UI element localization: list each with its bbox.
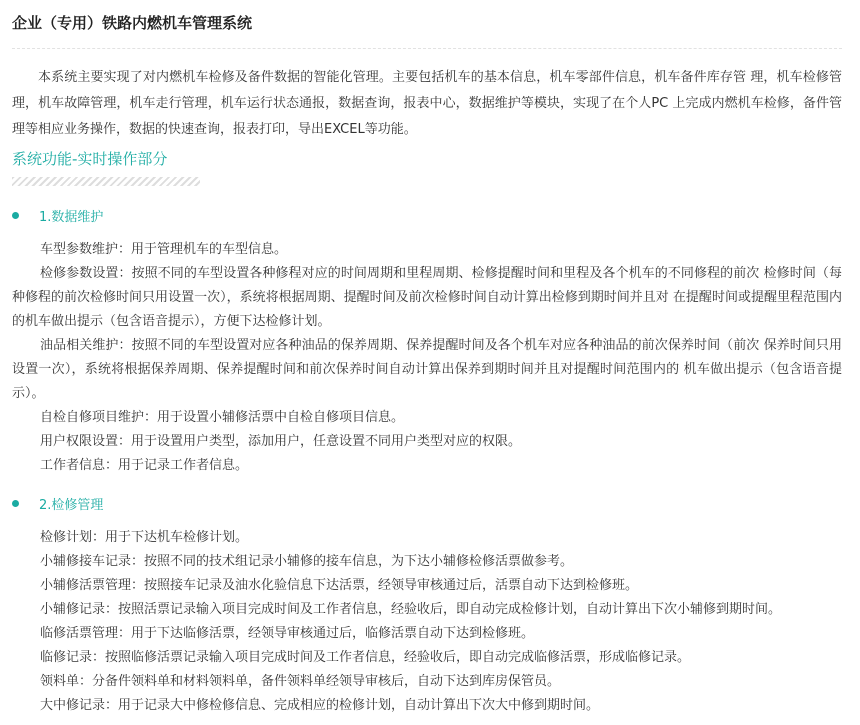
subsection-items xyxy=(12,238,842,478)
subsection-heading-label: 2.检修管理 xyxy=(39,497,104,513)
list-item: 车型参数维护：用于管理机车的车型信息。 xyxy=(40,242,288,257)
list-item: 检修参数设置：按照不同的车型设置各种修程对应的时间周期和里程周期、检修提醒时间和里程及各个机车的不同修程的前次 检修时间（每种修程的前次检修时间只用设置一次），系统将根据周期、提醒时间及前次检修时间自动计算出检修到期时间并且对 在提醒时间或提醒里程范围内的机车做出提示（包含语音提示），方便下达检修计划。 xyxy=(12,266,842,329)
bullet-dot-icon xyxy=(12,500,19,507)
subsection-heading xyxy=(12,204,842,226)
intro-paragraph: 本系统主要实现了对内燃机车检修及备件数据的智能化管理。主要包括机车的基本信息，机车零部件信息，机车备件库存管 理，机车检修管理，机车故障管理，机车走行管理，机车运行状态通报，数据查询，报表中心，数据维护等模块，实现了在个人PC 上完成内燃机车检修，备件管理等相应业务操作，数据的快速查询，报表打印，导出EXCEL等功能。 xyxy=(12,70,842,137)
document-page xyxy=(12,0,842,718)
subsection-items xyxy=(12,526,842,718)
list-item: 检修计划：用于下达机车检修计划。 xyxy=(40,530,249,545)
list-item: 临修活票管理：用于下达临修活票，经领导审核通过后，临修活票自动下达到检修班。 xyxy=(40,626,535,641)
list-item: 大中修记录：用于记录大中修检修信息、完成相应的检修计划，自动计算出下次大中修到期时间。 xyxy=(40,698,600,713)
list-item: 工作者信息：用于记录工作者信息。 xyxy=(40,458,249,473)
subsection-data-maintenance xyxy=(12,204,842,478)
subsection-maintenance-management xyxy=(12,492,842,718)
section-underline-stripe xyxy=(12,177,200,186)
list-item: 用户权限设置：用于设置用户类型，添加用户，任意设置不同用户类型对应的权限。 xyxy=(40,434,522,449)
subsection-heading xyxy=(12,492,842,514)
section-heading: 系统功能-实时操作部分 xyxy=(12,150,168,168)
bullet-dot-icon xyxy=(12,212,19,219)
list-item: 小辅修记录：按照活票记录输入项目完成时间及工作者信息，经验收后，即自动完成检修计划，自动计算出下次小辅修到期时间。 xyxy=(40,602,782,617)
list-item: 油品相关维护：按照不同的车型设置对应各种油品的保养周期、保养提醒时间及各个机车对应各种油品的前次保养时间（前次 保养时间只用设置一次），系统将根据保养周期、保养提醒时间和前次保养时间自动计算出保养到期时间并且对提醒时间范围内的 机车做出提示（包含语音提示）。 xyxy=(12,338,842,401)
title-divider xyxy=(12,48,842,49)
list-item: 小辅修接车记录：按照不同的技术组记录小辅修的接车信息，为下达小辅修检修活票做参考。 xyxy=(40,554,574,569)
subsection-heading-label: 1.数据维护 xyxy=(39,209,104,225)
list-item: 领料单：分备件领料单和材料领料单，备件领料单经领导审核后，自动下达到库房保管员。 xyxy=(40,674,561,689)
list-item: 临修记录：按照临修活票记录输入项目完成时间及工作者信息，经验收后，即自动完成临修活票，形成临修记录。 xyxy=(40,650,691,665)
page-title: 企业（专用）铁路内燃机车管理系统 xyxy=(12,14,253,32)
list-item: 小辅修活票管理：按照接车记录及油水化验信息下达活票，经领导审核通过后，活票自动下达到检修班。 xyxy=(40,578,639,593)
list-item: 自检自修项目维护：用于设置小辅修活票中自检自修项目信息。 xyxy=(40,410,405,425)
